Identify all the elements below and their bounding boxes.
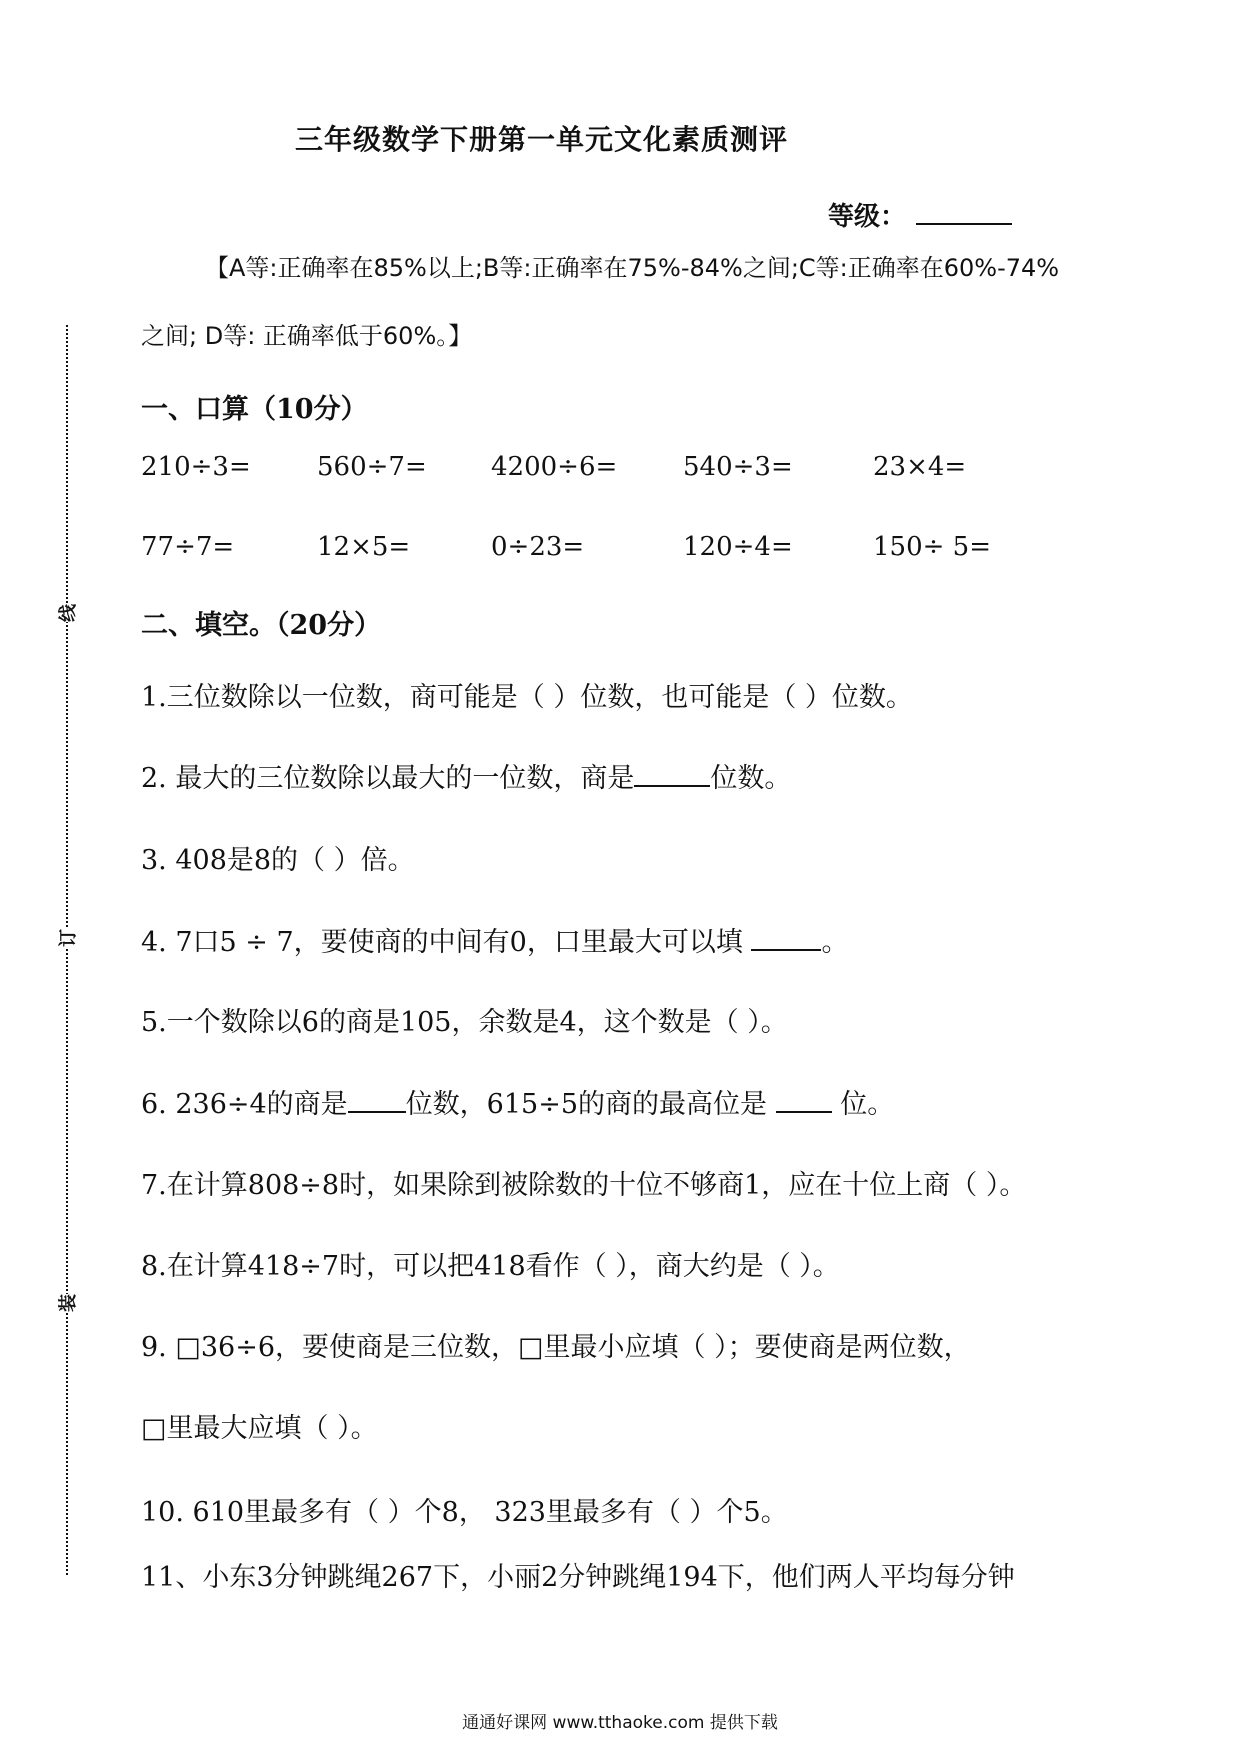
criteria-line-2: 之间; D等: 正确率低于60%。】 — [141, 322, 473, 350]
oral-calc-row-1-item-3: 4200÷6= — [491, 452, 618, 482]
oral-calc-row-1-item-1: 210÷3= — [141, 452, 251, 482]
question-4-text-b: 。 — [821, 927, 849, 958]
question-6-text-c: 位。 — [840, 1089, 895, 1120]
oral-calc-row-2-item-1: 77÷7= — [141, 532, 235, 562]
binding-char-ding: 订 — [54, 929, 80, 947]
question-2-blank — [634, 765, 710, 787]
question-6-blank-1 — [348, 1091, 406, 1113]
question-6-text-b: 位数，615÷5的商的最高位是 — [405, 1089, 768, 1120]
binding-char-zhuang: 装 — [54, 1294, 80, 1312]
question-9-line-2: □里最大应填（ ）。 — [141, 1413, 378, 1444]
question-6 — [141, 1082, 894, 1121]
question-4 — [141, 920, 848, 959]
oral-calc-row-2-item-4: 120÷4= — [683, 532, 793, 562]
question-2-text-b: 位数。 — [710, 763, 792, 794]
grade-field — [828, 196, 1012, 233]
question-4-text-a: 4. 7口5 ÷ 7，要使商的中间有0，口里最大可以填 — [141, 927, 743, 958]
question-8: 8.在计算418÷7时，可以把418看作（ ），商大约是（ ）。 — [141, 1251, 840, 1282]
question-1: 1.三位数除以一位数，商可能是（ ）位数，也可能是（ ）位数。 — [141, 682, 913, 713]
question-5: 5.一个数除以6的商是105，余数是4，这个数是（ ）。 — [141, 1007, 788, 1038]
criteria-line-1: 【A等:正确率在85%以上;B等:正确率在75%-84%之间;C等:正确率在60%-74% — [205, 254, 1060, 282]
question-7: 7.在计算808÷8时，如果除到被除数的十位不够商1，应在十位上商（ ）。 — [141, 1170, 1027, 1201]
question-9-line-1: 9. □36÷6，要使商是三位数，□里最小应填（ ）；要使商是两位数， — [141, 1332, 971, 1363]
question-2-text-a: 2. 最大的三位数除以最大的一位数，商是 — [141, 763, 635, 794]
question-6-text-a: 6. 236÷4的商是 — [141, 1089, 348, 1120]
section-1-heading: 一、口算（10分） — [141, 394, 368, 425]
oral-calc-row-1-item-2: 560÷7= — [317, 452, 427, 482]
page-title: 三年级数学下册第一单元文化素质测评 — [295, 123, 789, 156]
oral-calc-row-1-item-5: 23×4= — [873, 452, 967, 482]
binding-margin-line — [66, 325, 68, 1575]
section-2-heading: 二、填空。（20分） — [141, 610, 382, 641]
question-10: 10. 610里最多有（ ）个8， 323里最多有（ ）个5。 — [141, 1497, 788, 1528]
question-6-blank-2 — [776, 1091, 832, 1113]
question-2 — [141, 756, 791, 795]
grade-blank — [916, 203, 1012, 225]
binding-char-xian: 线 — [54, 604, 80, 622]
question-3: 3. 408是8的（ ）倍。 — [141, 845, 415, 876]
question-11: 11、小东3分钟跳绳267下，小丽2分钟跳绳194下，他们两人平均每分钟 — [141, 1562, 1015, 1593]
question-4-blank — [751, 929, 821, 951]
oral-calc-row-2-item-5: 150÷ 5= — [873, 532, 992, 562]
oral-calc-row-2-item-3: 0÷23= — [491, 532, 585, 562]
grade-label: 等级： — [828, 202, 907, 232]
oral-calc-row-2-item-2: 12×5= — [317, 532, 411, 562]
oral-calc-row-1-item-4: 540÷3= — [683, 452, 793, 482]
footer-source: 通通好课网 www.tthaoke.com 提供下载 — [462, 1713, 778, 1733]
